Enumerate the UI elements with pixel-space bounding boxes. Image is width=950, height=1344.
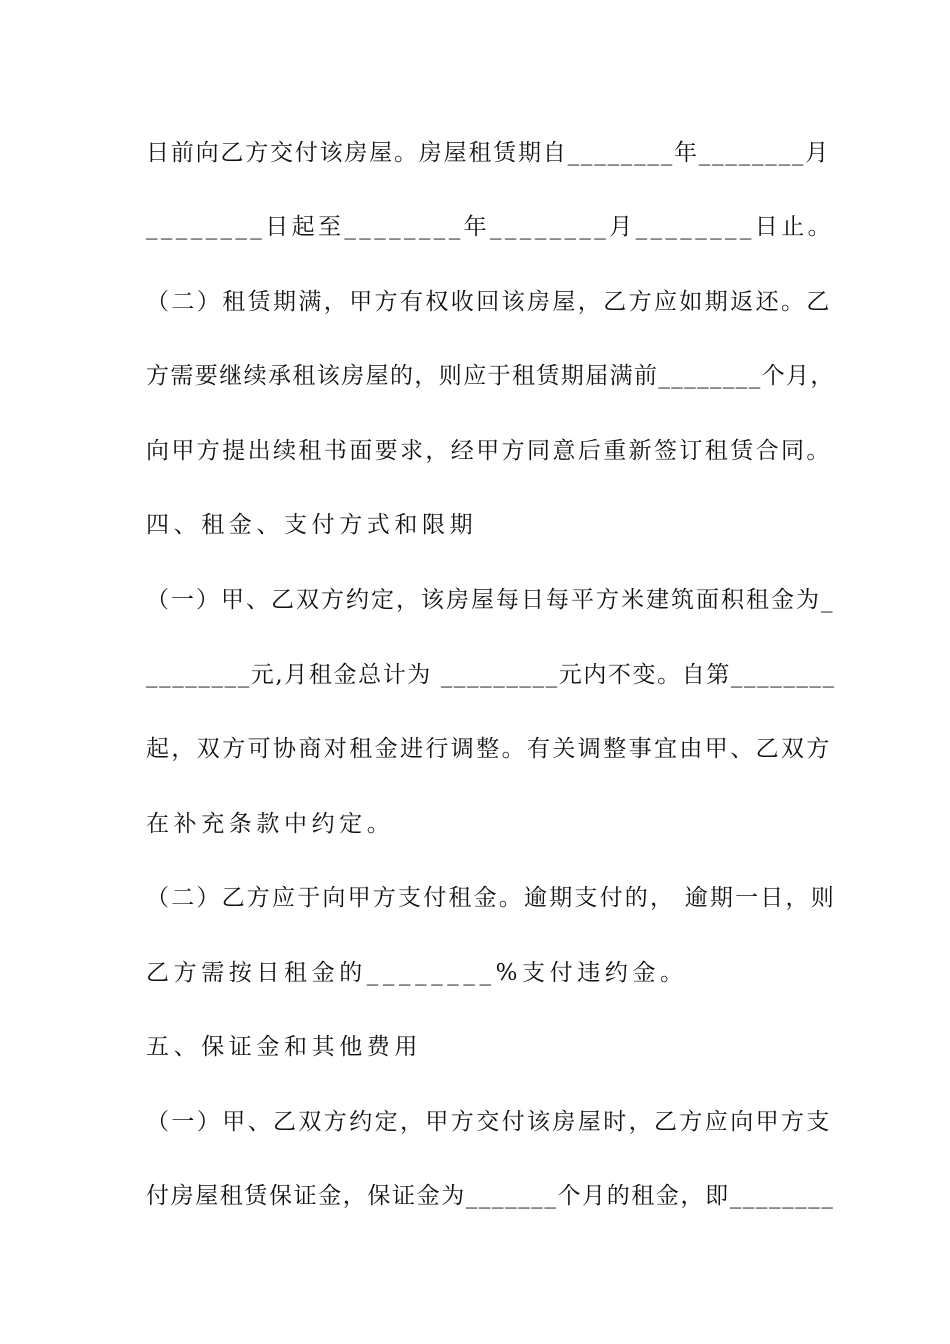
paragraph-line-1: 日前向乙方交付该房屋。房屋租赁期自________年________月 bbox=[146, 140, 830, 166]
section-heading-4: 四、租金、支付方式和限期 bbox=[146, 512, 478, 538]
paragraph-line-10: 在补充条款中约定。 bbox=[146, 811, 395, 837]
paragraph-line-9: 起，双方可协商对租金进行调整。有关调整事宜由甲、乙双方 bbox=[146, 736, 832, 762]
paragraph-line-14: （一）甲、乙双方约定，甲方交付该房屋时，乙方应向甲方支 bbox=[146, 1109, 832, 1135]
paragraph-line-3: （二）租赁期满，甲方有权收回该房屋，乙方应如期返还。乙 bbox=[146, 289, 832, 315]
paragraph-line-2: ________日起至________年________月________日止。 bbox=[146, 214, 834, 240]
paragraph-line-15: 付房屋租赁保证金，保证金为_______个月的租金，即________ bbox=[146, 1183, 835, 1209]
paragraph-line-12: 乙方需按日租金的________%支付违约金。 bbox=[146, 960, 688, 986]
paragraph-line-11: （二）乙方应于向甲方支付租金。逾期支付的， 逾期一日，则 bbox=[146, 885, 836, 911]
paragraph-line-8: ________元,月租金总计为 _________元内不变。自第________ bbox=[146, 662, 836, 688]
paragraph-line-7: （一）甲、乙双方约定，该房屋每日每平方米建筑面积租金为_ bbox=[146, 587, 835, 613]
paragraph-line-5: 向甲方提出续租书面要求，经甲方同意后重新签订租赁合同。 bbox=[146, 438, 832, 464]
paragraph-line-4: 方需要继续承租该房屋的，则应于租赁期届满前________个月， bbox=[146, 363, 835, 389]
section-heading-5: 五、保证金和其他费用 bbox=[146, 1034, 422, 1060]
